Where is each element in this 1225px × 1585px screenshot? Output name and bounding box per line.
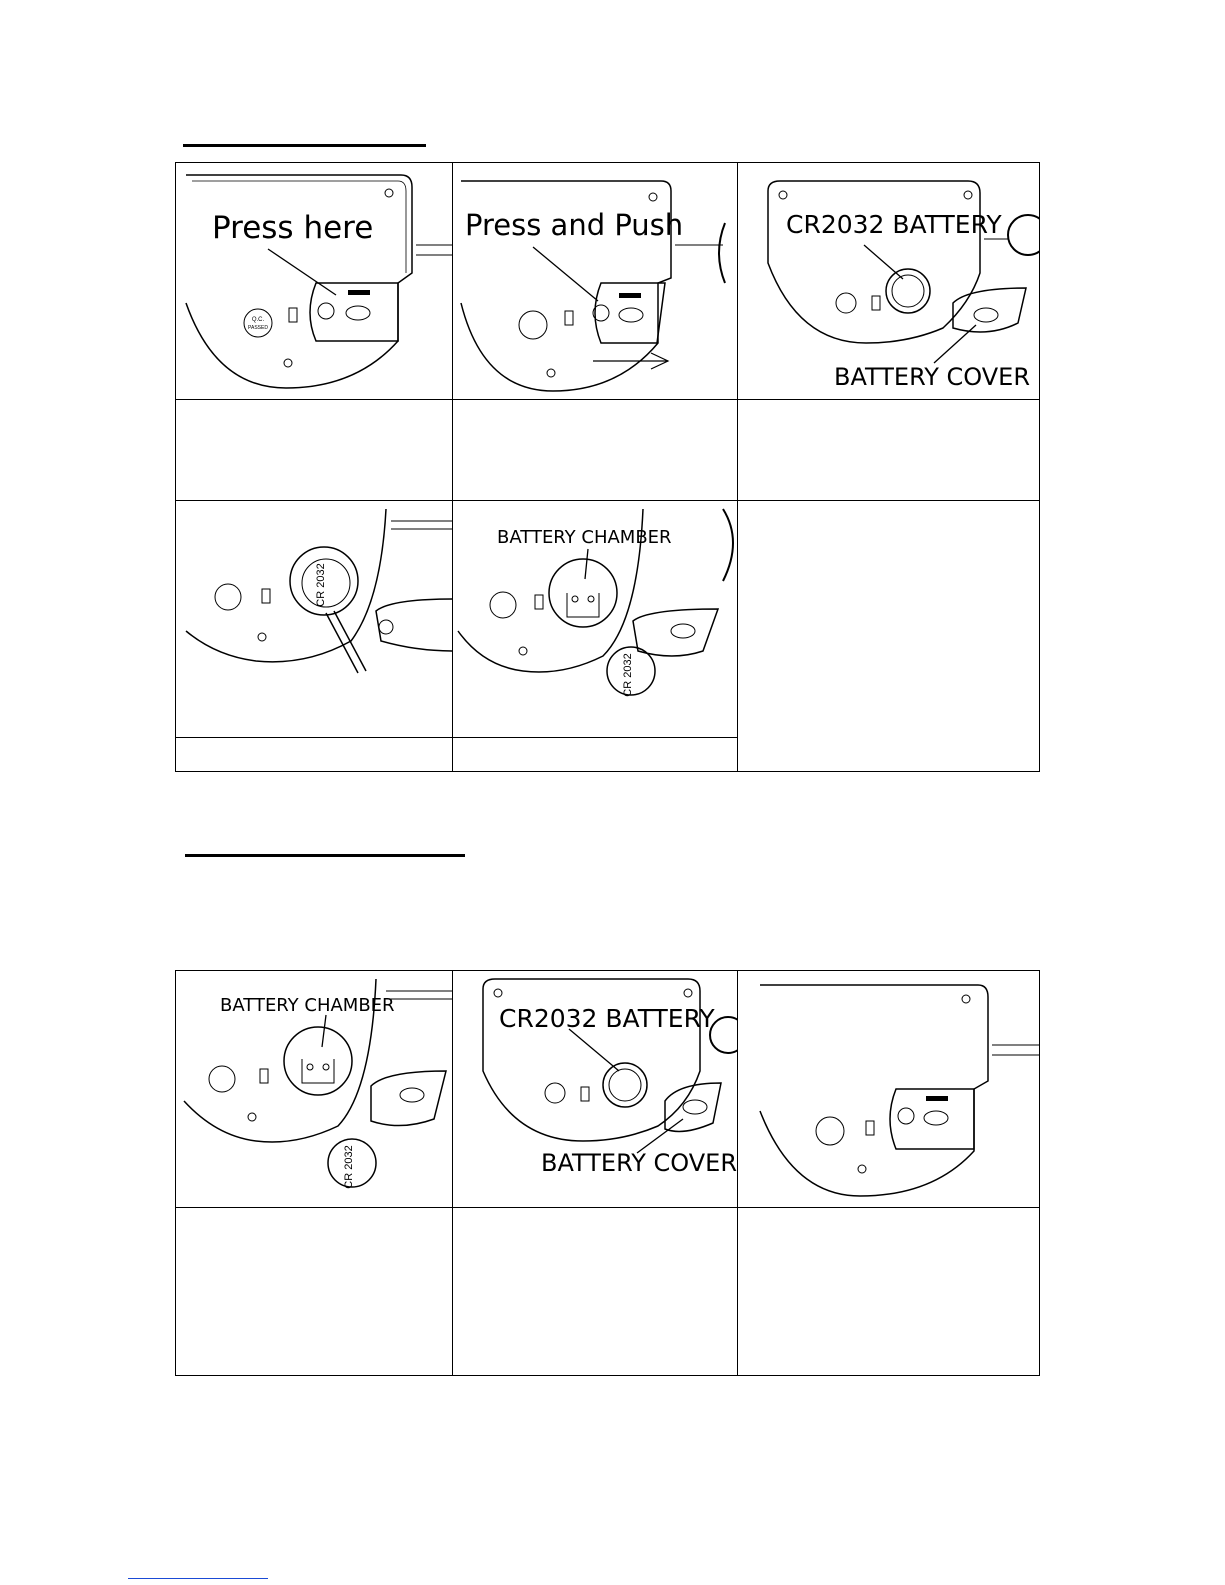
step3-image-cell	[738, 163, 1040, 400]
section2-step-table	[175, 970, 1040, 1376]
footer-link-underline[interactable]	[128, 1578, 268, 1579]
cr2032-battery-label: CR2032 BATTERY	[786, 210, 1002, 239]
step5-caption-cell	[453, 738, 738, 772]
install-step1-image-cell	[176, 971, 453, 1208]
cr2032-battery-label-2: CR2032 BATTERY	[499, 1004, 715, 1033]
step2-image-cell	[453, 163, 738, 400]
press-here-label: Press here	[212, 210, 374, 246]
install-step3-caption-cell	[738, 1208, 1040, 1376]
battery-cover-label-2: BATTERY COVER	[541, 1149, 737, 1177]
battery-chamber-label-2: BATTERY CHAMBER	[220, 995, 395, 1016]
step2-caption-cell	[453, 400, 738, 501]
loose-coin-text-2: CR 2032	[343, 1145, 355, 1189]
insert-battery-illustration	[453, 971, 738, 1207]
install-step2-image-cell	[453, 971, 738, 1208]
battery-chamber-illustration	[453, 501, 738, 737]
step6-empty-cell	[738, 501, 1040, 772]
step3-caption-cell	[738, 400, 1040, 501]
battery-cover-label: BATTERY COVER	[834, 363, 1030, 391]
section2-heading-underline	[185, 854, 465, 857]
section1-step-table	[175, 162, 1040, 772]
step1-image-cell	[176, 163, 453, 400]
battery-chamber-label: BATTERY CHAMBER	[497, 527, 672, 548]
section1-heading-underline	[183, 144, 426, 147]
coin-in-chamber-text: CR 2032	[315, 563, 327, 607]
qc-stamp-line1: Q.C.	[251, 317, 265, 323]
remove-battery-illustration	[176, 501, 453, 737]
press-and-push-illustration	[453, 163, 738, 399]
install-battery-chamber-illustration	[176, 971, 453, 1207]
loose-coin-text: CR 2032	[622, 653, 634, 697]
press-and-push-label: Press and Push	[465, 208, 684, 242]
step5-image-cell	[453, 501, 738, 738]
qc-stamp-line2: PASSED	[248, 325, 268, 331]
install-step1-caption-cell	[176, 1208, 453, 1376]
cover-replaced-illustration	[738, 971, 1040, 1207]
install-step3-image-cell	[738, 971, 1040, 1208]
step4-image-cell	[176, 501, 453, 738]
press-here-illustration	[176, 163, 453, 399]
install-step2-caption-cell	[453, 1208, 738, 1376]
battery-cover-removed-illustration	[738, 163, 1040, 399]
step4-caption-cell	[176, 738, 453, 772]
step1-caption-cell	[176, 400, 453, 501]
